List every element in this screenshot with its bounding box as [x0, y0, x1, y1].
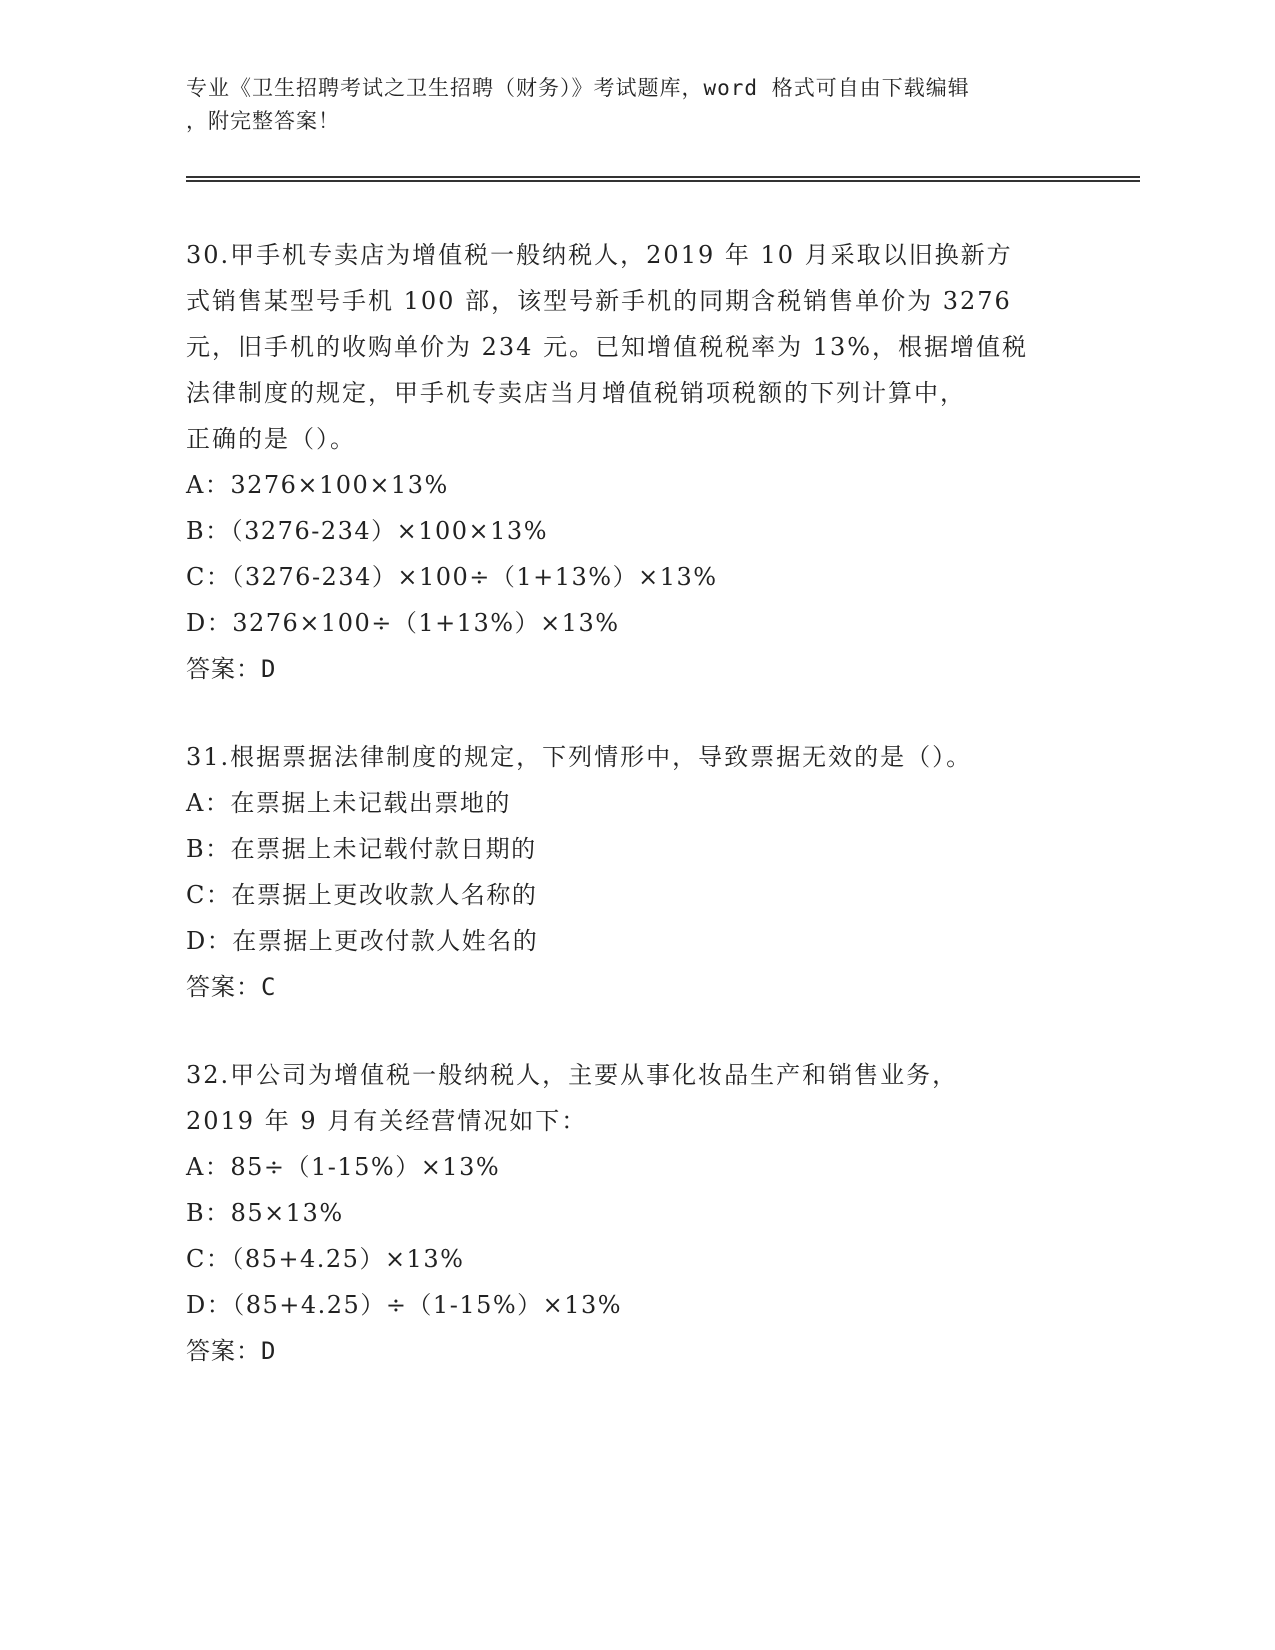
answer-label: 答案：C	[186, 973, 277, 1001]
option-b: B：在票据上未记载付款日期的	[186, 835, 537, 863]
answer-label: 答案：D	[186, 1337, 277, 1365]
stem-line: 2019 年 9 月有关经营情况如下：	[186, 1107, 588, 1135]
question-30	[186, 232, 1086, 692]
option-a: A：在票据上未记载出票地的	[186, 789, 511, 817]
option-a: A：85÷（1-15%）×13%	[186, 1153, 501, 1181]
question-stem	[186, 734, 1086, 780]
question-list	[186, 232, 1086, 1416]
header-divider	[186, 176, 1140, 182]
stem-line: 式销售某型号手机 100 部，该型号新手机的同期含税销售单价为 3276	[186, 287, 1012, 315]
document-header	[186, 72, 1086, 138]
question-stem	[186, 232, 1086, 462]
stem-line: 正确的是（）。	[186, 425, 356, 453]
option-b: B：85×13%	[186, 1199, 344, 1227]
stem-line: 法律制度的规定，甲手机专卖店当月增值税销项税额的下列计算中，	[186, 379, 966, 407]
option-b: B：（3276-234）×100×13%	[186, 517, 549, 545]
option-d: D：3276×100÷（1+13%）×13%	[186, 609, 620, 637]
option-c: C：在票据上更改收款人名称的	[186, 881, 538, 909]
option-c: C：（85+4.25）×13%	[186, 1245, 465, 1273]
option-d: D：在票据上更改付款人姓名的	[186, 927, 539, 955]
stem-line: 元，旧手机的收购单价为 234 元。已知增值税税率为 13%，根据增值税	[186, 333, 1029, 361]
stem-line: 31.根据票据法律制度的规定，下列情形中，导致票据无效的是（）。	[186, 743, 973, 771]
option-a: A：3276×100×13%	[186, 471, 449, 499]
question-31	[186, 734, 1086, 1010]
header-line-1: 专业《卫生招聘考试之卫生招聘（财务）》考试题库，word 格式可自由下载编辑	[186, 76, 970, 100]
question-32	[186, 1052, 1086, 1374]
option-c: C：（3276-234）×100÷（1+13%）×13%	[186, 563, 718, 591]
stem-line: 30.甲手机专卖店为增值税一般纳税人，2019 年 10 月采取以旧换新方	[186, 241, 1013, 269]
option-d: D：（85+4.25）÷（1-15%）×13%	[186, 1291, 623, 1319]
answer-label: 答案：D	[186, 655, 277, 683]
question-stem	[186, 1052, 1086, 1144]
header-line-2: ，附完整答案！	[186, 109, 340, 133]
stem-line: 32.甲公司为增值税一般纳税人，主要从事化妆品生产和销售业务，	[186, 1061, 959, 1089]
